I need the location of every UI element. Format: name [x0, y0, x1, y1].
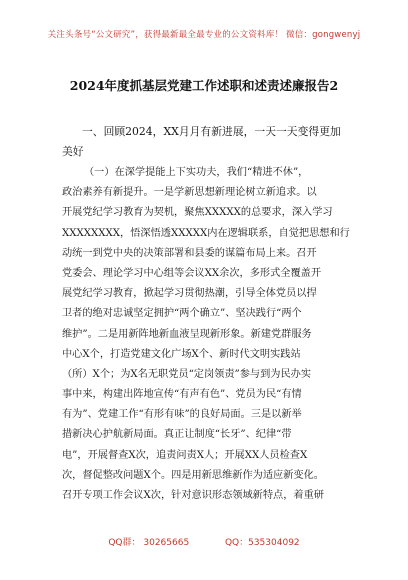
paragraph-line: 政治素养有新提升。一是学新思想新理论树立新追求。以 [62, 187, 317, 199]
paragraph-line: 展党纪学习教育，掀起学习贯彻热潮，引导全体党员以捍 [62, 288, 317, 300]
document-title: 2024年度抓基层党建工作述职和述责述廉报告2 [69, 78, 339, 93]
contact-footer [0, 535, 408, 548]
paragraph-line: 有为”、党建工作“有形有味”的良好局面。三是以新举 [62, 409, 302, 421]
promo-banner: 关注头条号“公文研究”，获得最新最全最专业的公文资料库！ 微信：gongwenyj [47, 30, 361, 40]
paragraph-line: 开展党纪学习教育为契机，聚焦XXXXX的总要求，深入学习 [62, 207, 333, 219]
paragraph-line: （一）在深学提能上下实功夫，我们“精进不休”， [84, 167, 309, 178]
paragraph-line: （所）X个；为X名无职党员“定岗领责”参与到为民办实 [62, 368, 312, 380]
section-heading [62, 122, 362, 162]
paragraph-line: 措新决心护航新局面。真正让制度“长牙”、纪律“带 [62, 429, 292, 441]
paragraph-line: 维护”。二是用新阵地新血液呈现新形象。新建党群服务 [62, 328, 312, 340]
paragraph-line: 动统一到党中央的决策部署和县委的谋篇布局上来。召开 [62, 247, 317, 259]
section-heading-line: 一、回顾2024，XX月月有新进展，一天一天变得更加 [82, 125, 341, 138]
section-heading-line: 美好 [62, 145, 84, 158]
paragraph-line: 电”，开展督查X次，追责问责X人；开展XX人员检查X [62, 449, 308, 461]
qq-group-number: QQ群： 30265665 [108, 538, 190, 548]
paragraph-line: 事中来，构建出阵地宣传“有声有色”、党员为民“有情 [62, 389, 302, 401]
qq-contact-number: QQ：535304092 [224, 538, 300, 548]
paragraph-line: 卫者的绝对忠诚坚定拥护“两个确立”、坚决践行“两个 [62, 308, 302, 320]
paragraph-line: 召开专项工作会议X次，针对意识形态领域新特点，着重研 [62, 490, 324, 501]
paragraph-line: 次，督促整改问题X个。四是用新思维新作为适应新变化。 [62, 469, 324, 481]
paragraph-line: 党委会、理论学习中心组等会议XX余次，多形式全覆盖开 [62, 267, 322, 279]
paragraph-line: XXXXXXXX，悟深悟透XXXXX内在逻辑联系，自觉把思想和行 [62, 227, 350, 239]
paragraph-line: 中心X个，打造党建文化广场X个、新时代文明实践站 [62, 348, 301, 360]
body-paragraph [62, 163, 358, 506]
